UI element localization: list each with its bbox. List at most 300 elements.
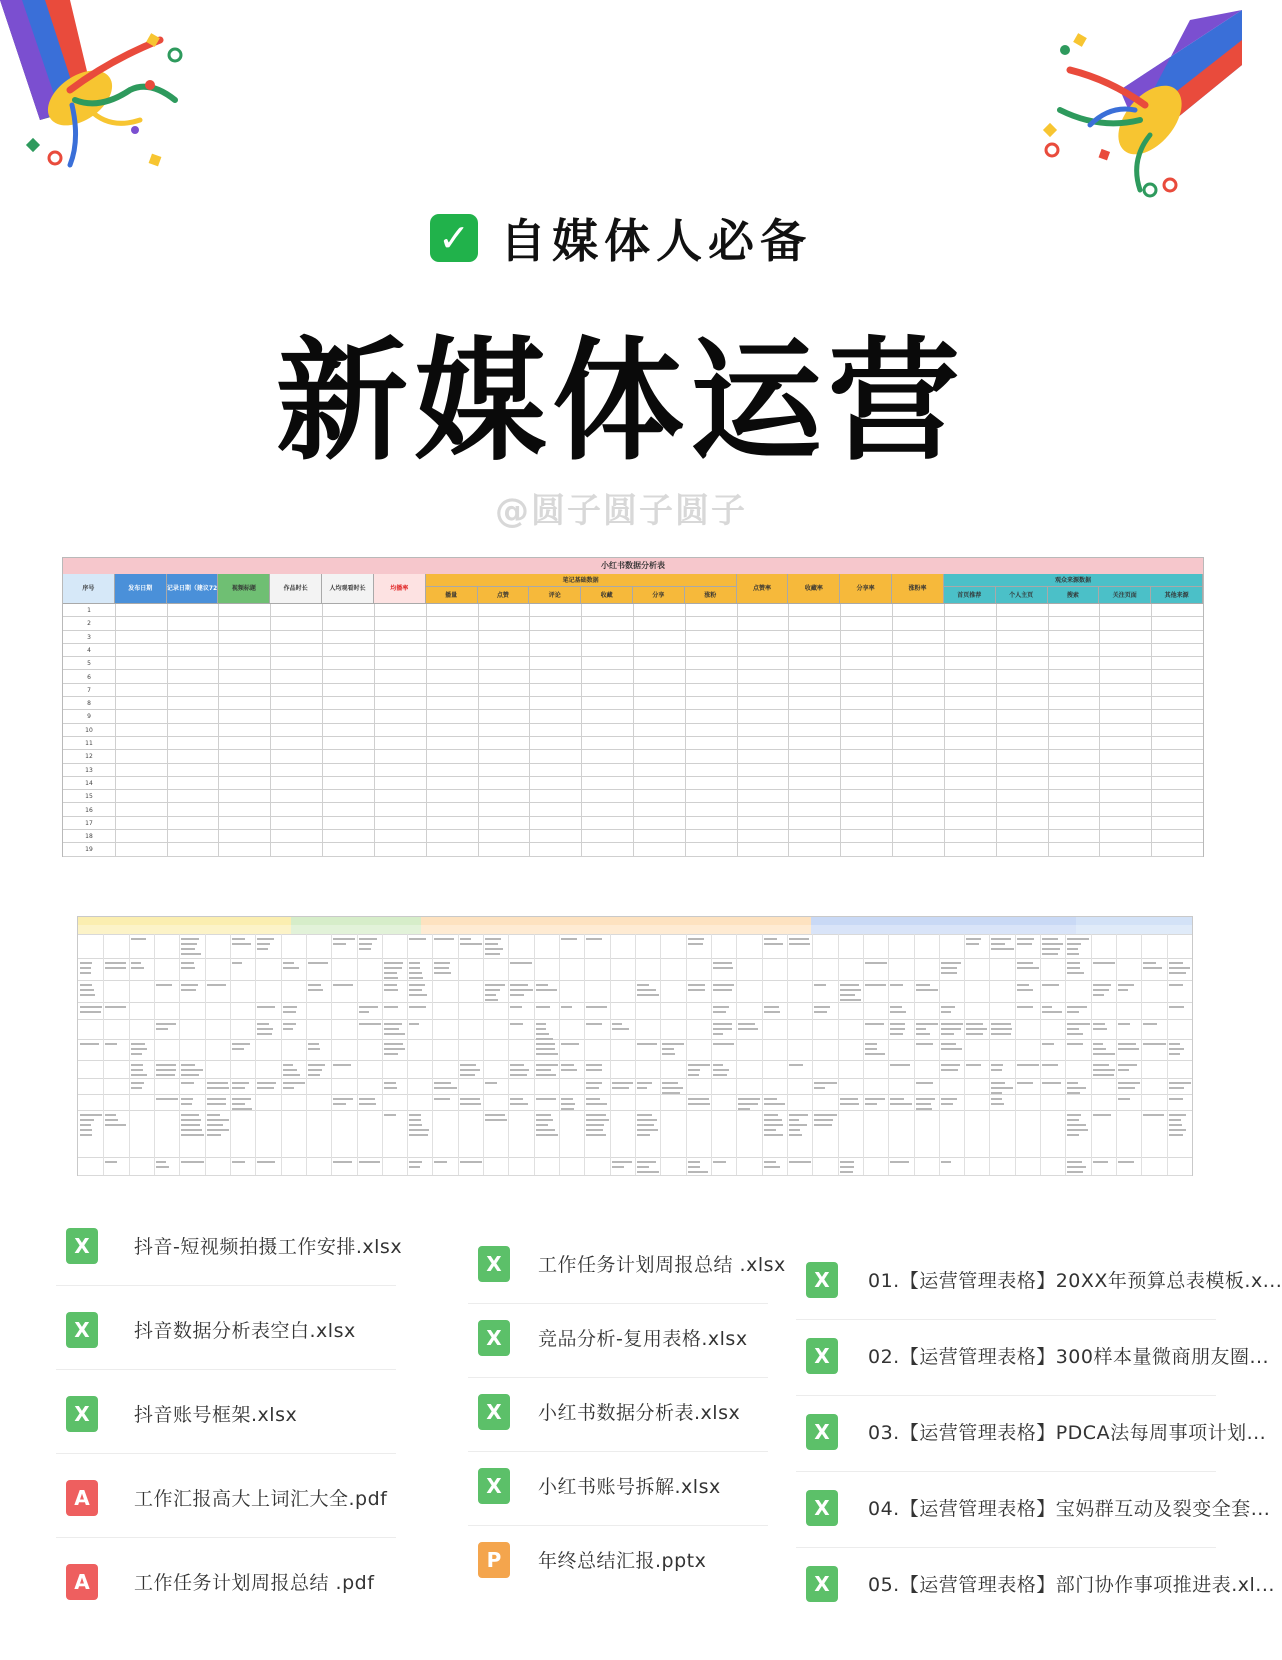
sheet-cell-text	[1169, 1087, 1185, 1089]
table-row	[63, 710, 1203, 723]
sheet-cell-text	[662, 1082, 678, 1084]
sheet-cell-text	[1143, 962, 1155, 964]
sheet-cell-text	[688, 1069, 700, 1071]
sheet-column-header: 涨粉率	[892, 574, 944, 604]
sheet-column-header: 点赞率	[737, 574, 789, 604]
sheet-cell-text	[1169, 962, 1183, 964]
row-number: 10	[85, 726, 93, 734]
sheet-cell-text	[80, 1011, 101, 1013]
sheet-grid-line	[584, 934, 585, 1175]
sheet-cell-text	[738, 1103, 758, 1105]
file-list-item[interactable]	[806, 1556, 1275, 1616]
sheet-cell-text	[941, 1161, 951, 1163]
sheet-cell-text	[460, 1098, 480, 1100]
table-row	[63, 737, 1203, 750]
sheet-cell-text	[1093, 962, 1115, 964]
sheet-cell-text	[384, 1043, 403, 1045]
sheet-cell-text	[80, 984, 92, 986]
row-number: 8	[87, 700, 91, 708]
sheet-cell-text	[485, 1119, 507, 1121]
sheet-cell-text	[713, 1074, 727, 1076]
sheet-grid-line	[686, 934, 687, 1175]
table-row	[63, 830, 1203, 843]
sheet-cell-text	[181, 948, 195, 950]
sheet-cell-text	[637, 1087, 647, 1089]
table-row	[63, 724, 1203, 737]
sheet-cell-text	[991, 948, 1013, 950]
sheet-cell-text	[1169, 967, 1191, 969]
sheet-grid-line	[103, 934, 104, 1175]
sheet-cell-text	[1042, 938, 1058, 940]
sheet-cell-text	[510, 1103, 528, 1105]
sheet-cell-text	[1093, 1028, 1108, 1030]
sheet-cell-text	[207, 1087, 229, 1089]
sheet-cell-text	[688, 1098, 709, 1100]
sheet-grid-line	[736, 934, 737, 1175]
sheet-cell-text	[510, 984, 528, 986]
sheet-cell-text	[1093, 1069, 1116, 1071]
sheet-cell-text	[764, 938, 777, 940]
sheet-grid-line	[964, 934, 965, 1175]
sheet-cell-text	[181, 1114, 199, 1116]
sheet-cell-text	[637, 1114, 652, 1116]
sheet-grid-line	[1040, 934, 1041, 1175]
sheet-cell-text	[460, 1064, 477, 1066]
sheet-cell-text	[840, 999, 861, 1001]
sheet-cell-text	[536, 1098, 557, 1100]
sheet-cell-text	[384, 1053, 399, 1055]
sheet-cell-text	[105, 1043, 117, 1045]
sheet-cell-text	[865, 1098, 885, 1100]
sheet-cell-text	[232, 1098, 252, 1100]
sheet-cell-text	[257, 943, 269, 945]
sheet-cell-text	[232, 962, 242, 964]
sheet-cell-text	[1042, 1006, 1052, 1008]
file-name: 04.【运营管理表格】宝妈群互动及裂变全套...	[868, 1498, 1271, 1520]
sheet-cell-text	[1169, 1048, 1184, 1050]
sheet-grid-line	[838, 934, 839, 1175]
file-name: 05.【运营管理表格】部门协作事项推进表.xl...	[868, 1574, 1275, 1596]
sheet-cell-text	[308, 1074, 320, 1076]
file-name: 工作任务计划周报总结 .pdf	[134, 1572, 375, 1594]
sheet-grid-line	[281, 934, 282, 1175]
sheet-cell-text	[536, 1038, 553, 1040]
sheet-cell-text	[916, 1108, 933, 1110]
subtitle	[0, 205, 1242, 271]
row-number: 9	[87, 713, 91, 721]
row-number: 12	[85, 753, 93, 761]
divider	[468, 1303, 768, 1304]
sheet-grid-line	[458, 934, 459, 1175]
sheet-cell-text	[586, 1124, 604, 1126]
sheet-cell-text	[1067, 1119, 1079, 1121]
sheet-cell-text	[207, 1103, 226, 1105]
sheet-cell-text	[738, 1028, 758, 1030]
sheet-cell-text	[1017, 962, 1033, 964]
sheet-cell-text	[333, 938, 355, 940]
sheet-cell-text	[384, 1087, 397, 1089]
sheet-cell-text	[181, 1069, 203, 1071]
sheet-cell-text	[232, 938, 245, 940]
sheet-cell-text	[840, 984, 860, 986]
sheet-cell-text	[1042, 1011, 1062, 1013]
sheet-cell-text	[941, 1023, 964, 1025]
sheet-cell-text	[890, 1023, 904, 1025]
sheet-cell-text	[80, 962, 92, 964]
sheet-cell-text	[232, 1108, 252, 1110]
sheet-cell-text	[1143, 967, 1161, 969]
file-list-item[interactable]	[806, 1480, 1271, 1540]
row-number: 19	[85, 846, 93, 854]
sheet-cell-text	[1118, 1098, 1130, 1100]
sheet-cell-text	[1067, 1028, 1079, 1030]
table-row	[63, 764, 1203, 777]
sheet-cell-text	[1169, 1043, 1180, 1045]
sheet-cell-text	[434, 972, 451, 974]
page-title: 新媒体运营	[276, 324, 966, 479]
file-name: 工作汇报高大上词汇大全.pdf	[134, 1488, 388, 1510]
sheet-cell-text	[764, 1006, 780, 1008]
sheet-cell-text	[612, 1028, 629, 1030]
sheet-cell-text	[1067, 948, 1077, 950]
sheet-cell-text	[409, 1134, 428, 1136]
sheet-cell-text	[536, 984, 548, 986]
sheet-cell-text	[1042, 943, 1063, 945]
sheet-cell-text	[156, 1161, 166, 1163]
sheet-cell-text	[1169, 1053, 1181, 1055]
sheet-cell-text	[131, 1082, 144, 1084]
sheet-cell-text	[713, 1006, 729, 1008]
sheet-cell-text	[434, 1098, 449, 1100]
file-list-item[interactable]	[806, 1404, 1267, 1464]
sheet-cell-text	[257, 1006, 275, 1008]
sheet-cell-text	[80, 1043, 99, 1045]
sheet-cell-text	[359, 948, 371, 950]
sheet-cell-text	[1067, 1011, 1078, 1013]
sheet-cell-text	[359, 1098, 376, 1100]
sheet-cell-text	[662, 1048, 673, 1050]
sheet-cell-text	[131, 1048, 148, 1050]
sheet-cell-text	[181, 984, 198, 986]
sheet-cell-text	[257, 938, 273, 940]
sheet-cell-text	[1067, 938, 1088, 940]
sheet-cell-text	[814, 1114, 837, 1116]
sheet-cell-text	[814, 1006, 829, 1008]
sheet-cell-text	[359, 1103, 376, 1105]
sheet-cell-text	[105, 1114, 116, 1116]
sheet-column-header: 关注页面	[1099, 587, 1151, 604]
excel-icon: X	[806, 1262, 838, 1298]
sheet-cell-text	[941, 1028, 961, 1030]
file-list-item[interactable]	[478, 1384, 778, 1444]
sheet-grid-line	[1015, 934, 1016, 1175]
file-name: 抖音数据分析表空白.xlsx	[134, 1320, 356, 1342]
sheet-cell-text	[713, 1023, 732, 1025]
sheet-cell-text	[207, 1098, 227, 1100]
sheet-cell-text	[333, 1103, 346, 1105]
file-name: 02.【运营管理表格】300样本量微商朋友圈...	[868, 1346, 1270, 1368]
sheet-cell-text	[131, 1074, 148, 1076]
sheet-cell-text	[688, 1161, 700, 1163]
file-name: 小红书账号拆解.xlsx	[538, 1476, 721, 1498]
file-list-item[interactable]	[478, 1310, 778, 1370]
sheet-cell-text	[156, 1023, 176, 1025]
sheet-cell-text	[409, 938, 426, 940]
excel-icon: X	[478, 1468, 510, 1504]
sheet-cell-text	[308, 984, 321, 986]
sheet-cell-text	[1093, 994, 1104, 996]
sheet-cell-text	[637, 1161, 656, 1163]
file-list-item[interactable]	[806, 1252, 1282, 1312]
file-list-item[interactable]	[478, 1532, 778, 1592]
sheet-cell-text	[1067, 1124, 1086, 1126]
sheet-cell-text	[384, 989, 398, 991]
sheet-cell-text	[1067, 1043, 1082, 1045]
sheet-cell-text	[1118, 1161, 1134, 1163]
sheet-grid-line	[888, 934, 889, 1175]
excel-icon: X	[478, 1320, 510, 1356]
sheet-cell-text	[865, 984, 886, 986]
sheet-cell-text	[1067, 953, 1079, 955]
sheet-cell-text	[1118, 1023, 1130, 1025]
sheet-cell-text	[586, 1069, 602, 1071]
sheet-column-header: 收藏	[581, 587, 633, 604]
sheet-grid-line	[1065, 934, 1066, 1175]
sheet-cell-text	[181, 1124, 200, 1126]
sheet-grid-line	[483, 934, 484, 1175]
excel-icon: X	[66, 1228, 98, 1264]
sheet-cell-text	[510, 989, 532, 991]
sheet-cell-text	[257, 1023, 268, 1025]
sheet-column-header: 序号	[63, 574, 115, 604]
sheet-cell-text	[1067, 962, 1079, 964]
sheet-cell-text	[156, 1098, 178, 1100]
sheet-cell-text	[941, 962, 961, 964]
sheet-cell-text	[409, 994, 427, 996]
sheet-cell-text	[662, 1043, 684, 1045]
sheet-cell-text	[941, 1103, 953, 1105]
sheet-column-header: 收藏率	[788, 574, 840, 604]
sheet-cell-text	[1017, 967, 1040, 969]
table-row	[63, 790, 1203, 803]
file-list-item[interactable]	[66, 1302, 406, 1362]
row-number: 5	[87, 660, 91, 668]
sheet-cell-text	[1042, 953, 1058, 955]
table-row	[63, 657, 1203, 670]
sheet-cell-text	[713, 1069, 729, 1071]
file-list-item[interactable]	[478, 1458, 778, 1518]
sheet-cell-text	[764, 1166, 780, 1168]
sheet-cell-text	[308, 1048, 320, 1050]
divider	[796, 1395, 1216, 1396]
sheet-cell-text	[1118, 1043, 1136, 1045]
sheet-cell-text	[612, 1087, 630, 1089]
sheet-cell-text	[207, 1114, 220, 1116]
sheet-cell-text	[991, 938, 1010, 940]
sheet-cell-text	[181, 1098, 192, 1100]
table-row	[63, 684, 1203, 697]
sheet-cell-text	[1017, 984, 1029, 986]
row-number: 16	[85, 806, 93, 814]
sheet-cell-text	[1093, 1074, 1115, 1076]
sheet-cell-text	[536, 1114, 551, 1116]
sheet-cell-text	[840, 989, 862, 991]
divider	[56, 1369, 396, 1370]
sheet-cell-text	[991, 1098, 1001, 1100]
sheet-cell-text	[359, 1161, 380, 1163]
sheet-cell-text	[1169, 972, 1187, 974]
sheet-cell-text	[434, 962, 450, 964]
sheet-grid-line	[255, 934, 256, 1175]
sheet-cell-text	[181, 938, 199, 940]
file-name: 抖音-短视频拍摄工作安排.xlsx	[134, 1236, 403, 1258]
file-list-item[interactable]	[478, 1236, 786, 1296]
sheet-cell-text	[384, 984, 398, 986]
file-list-item[interactable]	[66, 1386, 406, 1446]
excel-icon: X	[478, 1394, 510, 1430]
sheet-header-band	[421, 925, 811, 934]
sheet-cell-text	[637, 1129, 658, 1131]
sheet-cell-text	[80, 1119, 94, 1121]
sheet-cell-text	[713, 962, 732, 964]
sheet-cell-text	[485, 1114, 505, 1116]
sheet-header-band	[421, 917, 811, 925]
sheet-cell-text	[1067, 1087, 1086, 1089]
sheet-grid-line	[1116, 934, 1117, 1175]
sheet-cell-text	[586, 1114, 606, 1116]
sheet-cell-text	[283, 1087, 294, 1089]
sheet-cell-text	[460, 1161, 482, 1163]
sheet-cell-text	[510, 1006, 521, 1008]
file-name: 01.【运营管理表格】20XX年预算总表模板.x...	[868, 1270, 1282, 1292]
sheet-cell-text	[612, 1023, 622, 1025]
sheet-cell-text	[1067, 1129, 1087, 1131]
sheet-cell-text	[764, 1119, 782, 1121]
sheet-cell-text	[359, 1011, 369, 1013]
sheet-cell-text	[789, 1114, 808, 1116]
sheet-cell-text	[890, 1064, 910, 1066]
sheet-cell-text	[916, 1033, 930, 1035]
sheet-cell-text	[688, 989, 705, 991]
sheet-cell-text	[637, 1082, 652, 1084]
sheet-cell-text	[434, 938, 454, 940]
sheet-cell-text	[941, 1069, 958, 1071]
sheet-cell-text	[991, 1023, 1011, 1025]
sheet-cell-text	[131, 962, 142, 964]
file-list-item[interactable]	[66, 1554, 406, 1614]
sheet-cell-text	[688, 943, 704, 945]
sheet-cell-text	[1093, 989, 1109, 991]
sheet-column-header: 分享	[633, 587, 685, 604]
sheet-grid-line	[914, 934, 915, 1175]
sheet-grid-line	[559, 934, 560, 1175]
sheet-cell-text	[1067, 1092, 1080, 1094]
sheet-cell-text	[814, 1011, 827, 1013]
sheet-grid-line	[230, 934, 231, 1175]
sheet-cell-text	[80, 1124, 91, 1126]
row-number: 14	[85, 779, 93, 787]
sheet-cell-text	[333, 984, 352, 986]
sheet-cell-text	[1017, 1006, 1033, 1008]
sheet-cell-text	[131, 938, 147, 940]
sheet-cell-text	[181, 1074, 199, 1076]
excel-icon: X	[66, 1312, 98, 1348]
sheet-cell-text	[131, 1053, 142, 1055]
sheet-cell-text	[460, 943, 482, 945]
sheet-cell-text	[207, 1124, 223, 1126]
sheet-cell-text	[283, 1006, 298, 1008]
sheet-cell-text	[105, 1006, 126, 1008]
sheet-group-header: 观众来源数据	[944, 574, 1203, 587]
sheet-cell-text	[536, 1074, 557, 1076]
file-list-item[interactable]	[66, 1470, 406, 1530]
sheet-cell-text	[890, 1006, 901, 1008]
sheet-cell-text	[1169, 1082, 1192, 1084]
sheet-cell-text	[688, 938, 704, 940]
sheet-cell-text	[485, 953, 500, 955]
file-list-item[interactable]	[806, 1328, 1270, 1388]
sheet-column-header: 个人主页	[996, 587, 1048, 604]
sheet-cell-text	[232, 1082, 249, 1084]
sheet-cell-text	[510, 1064, 524, 1066]
sheet-cell-text	[561, 1103, 575, 1105]
sheet-cell-text	[181, 1119, 201, 1121]
xiaohongshu-sheet-preview	[62, 557, 1204, 857]
sheet-cell-text	[814, 1119, 832, 1121]
sheet-cell-text	[1093, 1023, 1105, 1025]
sheet-cell-text	[308, 1064, 325, 1066]
sheet-cell-text	[1042, 1043, 1054, 1045]
sheet-cell-text	[1093, 1064, 1109, 1066]
sheet-cell-text	[1118, 1048, 1139, 1050]
sheet-cell-text	[865, 1043, 877, 1045]
sheet-cell-text	[561, 1006, 572, 1008]
sheet-cell-text	[1093, 1161, 1109, 1163]
row-number: 7	[87, 686, 91, 694]
sheet-cell-text	[510, 1098, 522, 1100]
sheet-cell-text	[713, 984, 734, 986]
sheet-grid-line	[863, 934, 864, 1175]
sheet-cell-text	[991, 1092, 1002, 1094]
sheet-cell-text	[941, 1033, 954, 1035]
file-list-item[interactable]	[66, 1218, 406, 1278]
sheet-cell-text	[713, 1043, 734, 1045]
sheet-cell-text	[865, 1053, 885, 1055]
sheet-cell-text	[916, 1043, 934, 1045]
sheet-header-band	[78, 917, 291, 925]
table-row	[63, 804, 1203, 817]
sheet-cell-text	[916, 1023, 938, 1025]
file-name: 03.【运营管理表格】PDCA法每周事项计划...	[868, 1422, 1267, 1444]
sheet-column-header: 记录日期（建议72小时）	[167, 574, 219, 604]
sheet-cell-text	[536, 1129, 555, 1131]
sheet-grid-line	[179, 934, 180, 1175]
sheet-cell-text	[688, 1166, 700, 1168]
sheet-cell-text	[359, 1023, 381, 1025]
sheet-cell-text	[1143, 1023, 1157, 1025]
sheet-cell-text	[207, 984, 227, 986]
table-row	[63, 631, 1203, 644]
sheet-cell-text	[738, 1023, 755, 1025]
sheet-cell-text	[283, 1064, 293, 1066]
sheet-cell-text	[409, 1023, 419, 1025]
sheet-cell-text	[181, 1134, 203, 1136]
sheet-cell-text	[283, 1069, 297, 1071]
sheet-cell-text	[637, 1171, 659, 1173]
sheet-column-header: 分享率	[840, 574, 892, 604]
sheet-cell-text	[283, 962, 295, 964]
sheet-cell-text	[637, 989, 656, 991]
